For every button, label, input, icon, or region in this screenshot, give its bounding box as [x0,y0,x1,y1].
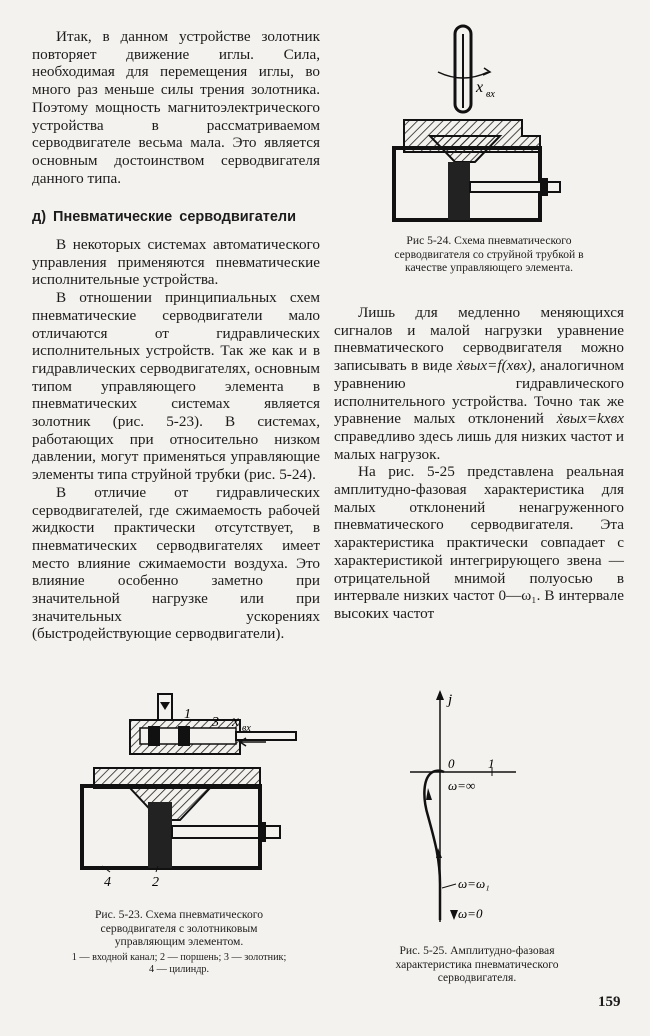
fig-5-23-label-1: 1 [184,707,191,722]
paragraph: Лишь для медленно меняющихся сигналов и малой нагрузки уравнение пневматического серводвигателя можно записывать в виде ẋвых=f(xвх), аналогичном уравнению гидравлического исполнительного устройства. Точно так же уравнение малых отклонений ẋвых=kxвх справедливо здесь лишь для низких частот и малых нагрузок. [334,304,624,463]
figure-5-25 [400,688,520,932]
fig-5-23-legend: 1 — входной канал; 2 — поршень; 3 — золотник; 4 — цилиндр. [71,951,287,975]
formula: ẋвых=f(xвх) [456,357,532,375]
fig-5-23-label-2: 2 [152,875,159,890]
paragraph: На рис. 5-25 представлена реальная амплитудно-фазовая характеристика для малых отклонений ненагруженного пневматического серводвигателя. Эта характеристика практически совпадает с характеристикой интегрирующего звена — отрицательной мнимой полуосью в интервале низких частот 0—ω₁. В интервале высоких частот [334,463,624,622]
left-column-top-text [32,28,320,187]
formula: ẋвых=kxвх [556,410,624,428]
figure-5-24 [380,22,580,230]
fig-5-24-x-sub: вх [486,89,495,100]
fig-5-23-label-4: 4 [104,875,111,890]
paragraph: В отношении принципиальных схем пневматические серводвигатели мало отличаются от гидравлических исполнительных устройств. Так же как и в гидравлических серводвигателях, основным типом управляющего элемента в пневматических системах является золотник (рис. 5-23). В системах, работающих при относительно низком давлении, могут применяться управляющие элементы типа струйной трубки (рис. 5-24). [32,289,320,484]
fig-5-23-label-3: 3 [212,715,219,730]
fig-5-25-origin: 0 [448,756,455,771]
right-column-text [334,304,624,623]
fig-5-25-omega-1: ω=ω₁ [458,876,490,891]
fig-5-24-x-label: x [476,79,484,96]
fig-5-23-x-sub: вх [242,723,251,734]
fig-5-24-caption: Рис 5-24. Схема пневматического серводвигателя со струйной трубкой в качестве управляющего элемента. [394,234,584,275]
section-heading: д) Пневматические серводвигатели [32,209,297,225]
left-column-body-text [32,236,320,643]
paragraph: В некоторых системах автоматического управления применяются пневматические исполнительные устройства. [32,236,320,289]
fig-5-23-x-label: x [232,713,240,730]
fig-5-25-caption: Рис. 5-25. Амплитудно-фазовая характеристика пневматического серводвигателя. [395,944,559,985]
figure-5-23 [60,690,320,900]
fig-5-23-caption-text: Рис. 5-23. Схема пневматического серводвигателя с золотниковым управляющим элементом. [94,908,264,949]
fig-5-25-tick-1: 1 [488,756,495,771]
page-number: 159 [598,994,621,1010]
paragraph: В отличие от гидравлических серводвигателей, где сжимаемость рабочей жидкости практически отсутствует, в пневматических серводвигателях имеет место влияние сжимаемости воздуха. Это влияние особенно заметно при значительной нагрузке или при значительных ускорениях (быстродействующие серводвигатели). [32,483,320,643]
paragraph: Итак, в данном устройстве золотник повторяет движение иглы. Сила, необходимая для перемещения иглы, во много раз меньше силы трения золотника. Поэтому мощность магнитоэлектрического устройства в рассматриваемом серводвигателе весьма мала. Это является основным достоинством серводвигателя данного типа. [32,28,320,187]
fig-5-25-omega-inf: ω=∞ [448,778,476,793]
fig-5-25-axis-j: j [448,692,453,708]
fig-5-25-omega-0: ω=0 [458,906,483,921]
fig-5-23-caption [70,908,288,976]
